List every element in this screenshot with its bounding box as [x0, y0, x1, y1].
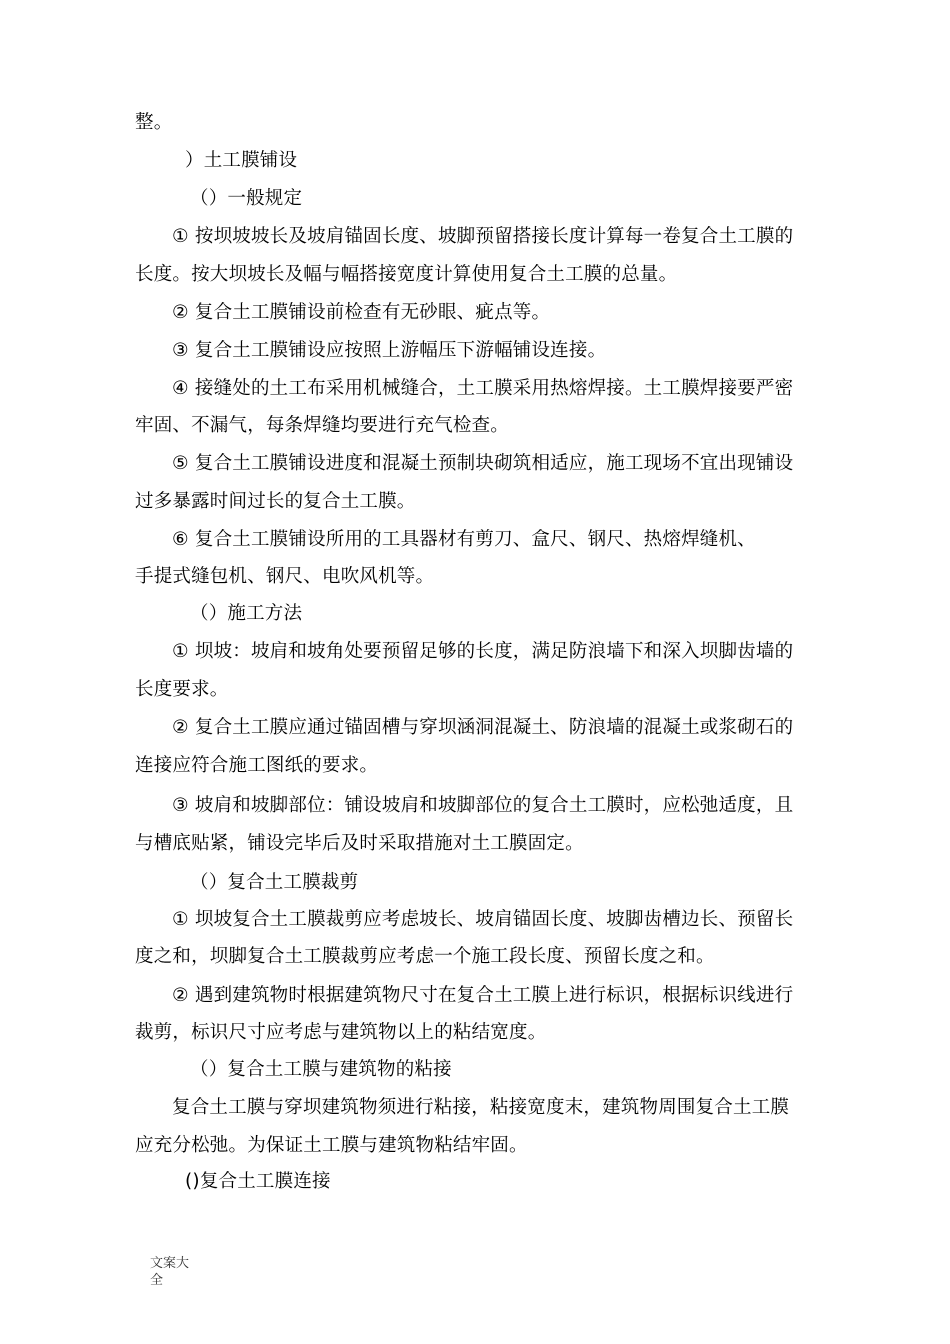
text-line: 手提式缝包机、钢尺、电吹风机等。 [135, 566, 435, 587]
text-line: ② 遇到建筑物时根据建筑物尺寸在复合土工膜上进行标识，根据标识线进行 [172, 985, 794, 1006]
text-line: 裁剪，标识尺寸应考虑与建筑物以上的粘结宽度。 [135, 1022, 547, 1043]
text-line: ① 坝坡：坡肩和坡角处要预留足够的长度，满足防浪墙下和深入坝脚齿墙的 [172, 641, 794, 662]
section-heading: ）土工膜铺设 [185, 150, 298, 171]
text-line: ⑥ 复合土工膜铺设所用的工具器材有剪刀、盒尺、钢尺、热熔焊缝机、 [172, 529, 756, 550]
text-line: 整。 [135, 112, 173, 133]
subsection-heading: （）复合土工膜裁剪 [190, 872, 359, 893]
subsection-heading: （）施工方法 [190, 603, 303, 624]
text-line: 长度要求。 [135, 679, 229, 700]
subsection-heading: ()复合土工膜连接 [185, 1171, 331, 1192]
text-line: 连接应符合施工图纸的要求。 [135, 755, 379, 776]
text-line: ② 复合土工膜应通过锚固槽与穿坝涵洞混凝土、防浪墙的混凝土或浆砌石的 [172, 717, 794, 738]
text-line: 牢固、不漏气，每条焊缝均要进行充气检查。 [135, 415, 510, 436]
text-line: ① 按坝坡坡长及坡肩锚固长度、坡脚预留搭接长度计算每一卷复合土工膜的 [172, 226, 794, 247]
text-line: ② 复合土工膜铺设前检查有无砂眼、疵点等。 [172, 302, 551, 323]
subsection-heading: （）一般规定 [190, 188, 303, 209]
text-line: 过多暴露时间过长的复合土工膜。 [135, 491, 416, 512]
subsection-heading: （）复合土工膜与建筑物的粘接 [190, 1059, 452, 1080]
text-line: ③ 坡肩和坡脚部位：铺设坡肩和坡脚部位的复合土工膜时，应松弛适度，且 [172, 795, 794, 816]
footer-text: 全 [150, 1273, 164, 1288]
footer-text: 文案大 [150, 1256, 190, 1271]
text-line: ⑤ 复合土工膜铺设进度和混凝土预制块砌筑相适应，施工现场不宜出现铺设 [172, 453, 794, 474]
text-line: 复合土工膜与穿坝建筑物须进行粘接，粘接宽度末，建筑物周围复合土工膜 [172, 1097, 790, 1118]
text-line: 应充分松弛。为保证土工膜与建筑物粘结牢固。 [135, 1135, 528, 1156]
text-line: 与槽底贴紧，铺设完毕后及时采取措施对土工膜固定。 [135, 833, 584, 854]
text-line: 度之和，坝脚复合土工膜裁剪应考虑一个施工段长度、预留长度之和。 [135, 946, 715, 967]
text-line: ③ 复合土工膜铺设应按照上游幅压下游幅铺设连接。 [172, 340, 607, 361]
text-line: ① 坝坡复合土工膜裁剪应考虑坡长、坡肩锚固长度、坡脚齿槽边长、预留长 [172, 909, 794, 930]
page-footer [150, 1255, 198, 1289]
text-line: ④ 接缝处的土工布采用机械缝合，土工膜采用热熔焊接。土工膜焊接要严密 [172, 378, 794, 399]
text-line: 长度。按大坝坡长及幅与幅搭接宽度计算使用复合土工膜的总量。 [135, 264, 678, 285]
